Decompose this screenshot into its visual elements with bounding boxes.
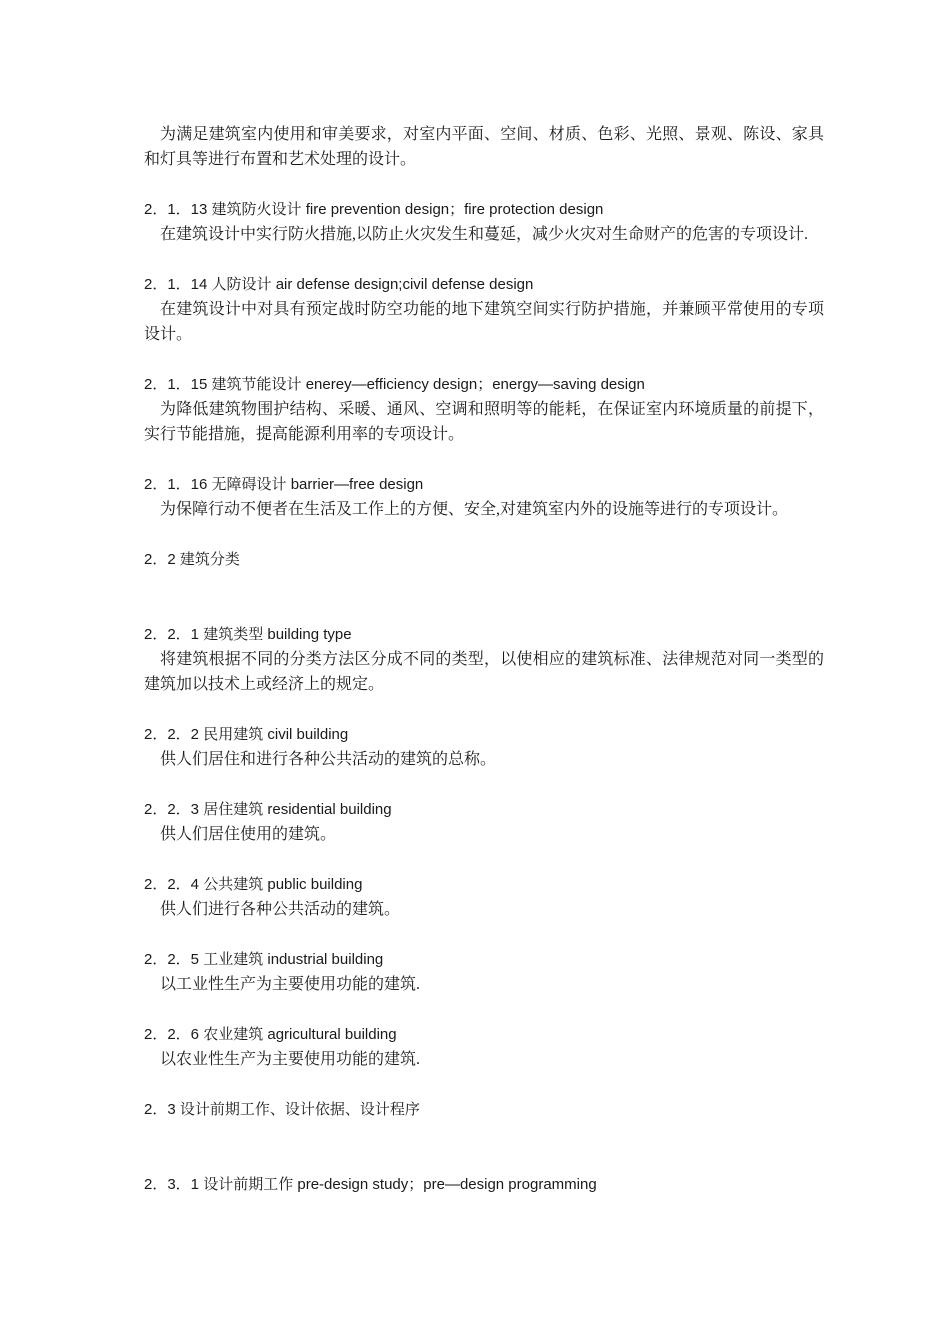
section-heading: 2．1．16 无障碍设计 barrier—free design xyxy=(144,476,424,493)
spacer xyxy=(144,572,824,622)
section-2-2-4 xyxy=(144,872,824,922)
section-2-3-1 xyxy=(144,1172,824,1197)
section-heading: 2．1．15 建筑节能设计 enerey—efficiency design；energy—saving design xyxy=(144,376,645,393)
section-body: 在建筑设计中对具有预定战时防空功能的地下建筑空间实行防护措施，并兼顾平常使用的专项设计。 xyxy=(144,301,824,343)
section-heading: 2．2．3 居住建筑 residential building xyxy=(144,801,392,818)
section-body: 以工业性生产为主要使用功能的建筑. xyxy=(160,976,421,993)
section-body: 为降低建筑物围护结构、采暖、通风、空调和照明等的能耗，在保证室内环境质量的前提下，实行节能措施，提高能源利用率的专项设计。 xyxy=(144,401,824,443)
section-body: 为保障行动不便者在生活及工作上的方便、安全,对建筑室内外的设施等进行的专项设计。 xyxy=(160,501,789,518)
chapter-heading: 2．3 设计前期工作、设计依据、设计程序 xyxy=(144,1101,420,1118)
section-2-2-1 xyxy=(144,622,824,697)
section-2-2-6 xyxy=(144,1022,824,1072)
section-body: 将建筑根据不同的分类方法区分成不同的类型，以使相应的建筑标准、法律规范对同一类型的建筑加以技术上或经济上的规定。 xyxy=(144,651,824,693)
document-page xyxy=(144,122,824,1197)
section-heading: 2．1．13 建筑防火设计 fire prevention design；fire protection design xyxy=(144,201,604,218)
section-body: 以农业性生产为主要使用功能的建筑. xyxy=(160,1051,421,1068)
chapter-heading: 2．2 建筑分类 xyxy=(144,551,240,568)
section-2-1-13 xyxy=(144,197,824,247)
intro-paragraph: 为满足建筑室内使用和审美要求，对室内平面、空间、材质、色彩、光照、景观、陈设、家具和灯具等进行布置和艺术处理的设计。 xyxy=(144,126,824,168)
section-heading: 2．2．1 建筑类型 building type xyxy=(144,626,352,643)
section-body: 在建筑设计中实行防火措施,以防止火灾发生和蔓延，减少火灾对生命财产的危害的专项设计. xyxy=(160,226,809,243)
section-2-1-15 xyxy=(144,372,824,447)
section-heading: 2．2．5 工业建筑 industrial building xyxy=(144,951,384,968)
section-2-2 xyxy=(144,547,824,572)
section-heading: 2．3．1 设计前期工作 pre-design study；pre—design programming xyxy=(144,1176,597,1193)
section-body: 供人们居住使用的建筑。 xyxy=(160,826,337,843)
section-2-1-16 xyxy=(144,472,824,522)
section-2-1-14 xyxy=(144,272,824,347)
spacer xyxy=(144,1122,824,1172)
section-2-2-5 xyxy=(144,947,824,997)
section-2-2-2 xyxy=(144,722,824,772)
section-2-3 xyxy=(144,1097,824,1122)
section-heading: 2．2．2 民用建筑 civil building xyxy=(144,726,349,743)
section-body: 供人们居住和进行各种公共活动的建筑的总称。 xyxy=(160,751,497,768)
section-heading: 2．2．6 农业建筑 agricultural building xyxy=(144,1026,397,1043)
section-body: 供人们进行各种公共活动的建筑。 xyxy=(160,901,401,918)
section-2-2-3 xyxy=(144,797,824,847)
section-heading: 2．2．4 公共建筑 public building xyxy=(144,876,363,893)
section-heading: 2．1．14 人防设计 air defense design;civil defense design xyxy=(144,276,534,293)
